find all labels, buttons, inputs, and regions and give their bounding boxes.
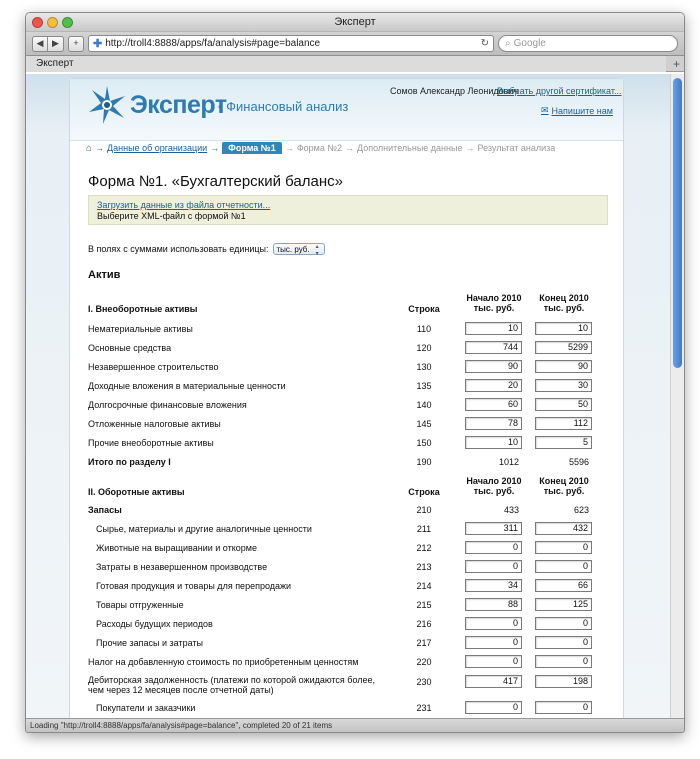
start-value-input[interactable]: 0 [465, 636, 522, 649]
end-total-value: 5596 [568, 457, 589, 467]
forward-arrow-icon: ▶ [52, 38, 59, 48]
start-value-input[interactable]: 0 [465, 560, 522, 573]
table-row [88, 655, 608, 671]
end-value-input[interactable]: 112 [535, 417, 592, 430]
contact-link-label: Напишите нам [551, 105, 613, 116]
row-code: 231 [416, 703, 432, 713]
start-value-input[interactable]: 417 [465, 675, 522, 688]
row-code: 220 [416, 657, 432, 667]
logo-star-icon [86, 84, 128, 126]
column-end-units: тыс. руб. [543, 486, 585, 496]
end-value-input[interactable]: 10 [535, 322, 592, 335]
start-value-input[interactable]: 0 [465, 655, 522, 668]
row-code: 215 [416, 600, 432, 610]
row-label: Нематериальные активы [88, 324, 193, 334]
add-bookmark-button[interactable] [68, 36, 84, 52]
breadcrumb-arrow: → [345, 143, 355, 153]
section2-header [88, 476, 608, 502]
end-value-input[interactable]: 5 [535, 436, 592, 449]
row-code: 211 [416, 524, 432, 534]
column-start-header [459, 293, 529, 313]
row-code: 130 [416, 362, 432, 372]
row-label: Доходные вложения в материальные ценности [88, 381, 286, 391]
envelope-icon: ✉ [541, 105, 549, 115]
row-code: 140 [416, 400, 432, 410]
row-label: Отложенные налоговые активы [88, 419, 221, 429]
reload-icon[interactable]: ↻ [480, 38, 489, 49]
start-value-input[interactable]: 0 [465, 701, 522, 714]
column-end-units: тыс. руб. [543, 303, 585, 313]
table-row [88, 579, 608, 595]
back-arrow-icon: ◀ [36, 38, 44, 48]
section1-header [88, 293, 608, 319]
breadcrumb-step-result: Результат анализа [477, 143, 556, 153]
end-value-input[interactable]: 0 [535, 655, 592, 668]
table-row [88, 417, 608, 433]
site-icon: ✚ [93, 38, 103, 50]
row-label: Итого по разделу I [88, 457, 171, 467]
row-code: 214 [416, 581, 432, 591]
breadcrumb-arrow: → [210, 143, 220, 153]
section2-title: II. Оборотные активы [88, 487, 185, 497]
search-icon: ⌕ [505, 38, 511, 49]
table-row [88, 522, 608, 538]
column-code-header: Строка [408, 487, 440, 497]
column-end-header [529, 476, 599, 496]
row-code: 120 [416, 343, 432, 353]
column-start-title: Начало 2010 [466, 476, 522, 486]
end-value-input[interactable]: 0 [535, 617, 592, 630]
browser-toolbar [26, 32, 684, 56]
units-row [88, 243, 325, 255]
end-value-input[interactable]: 198 [535, 675, 592, 688]
end-total-value: 623 [573, 505, 589, 515]
column-start-title: Начало 2010 [466, 293, 522, 303]
start-value-input[interactable]: 90 [465, 360, 522, 373]
end-value-input[interactable]: 5299 [535, 341, 592, 354]
scrollbar-thumb[interactable] [673, 78, 682, 368]
start-value-input[interactable]: 0 [465, 617, 522, 630]
close-window-button[interactable] [32, 17, 43, 28]
start-value-input[interactable]: 744 [465, 341, 522, 354]
end-value-input[interactable]: 50 [535, 398, 592, 411]
web-content [26, 74, 672, 719]
table-row [88, 379, 608, 395]
contact-link[interactable] [541, 105, 613, 116]
browser-window [25, 12, 685, 733]
vertical-scrollbar[interactable] [670, 74, 684, 719]
start-value-input[interactable]: 78 [465, 417, 522, 430]
row-label: Покупатели и заказчики [96, 703, 196, 713]
table-row [88, 436, 608, 452]
section1-title: I. Внеоборотные активы [88, 304, 198, 314]
breadcrumb [86, 141, 555, 155]
section-heading-assets: Актив [88, 269, 121, 281]
table-row [88, 560, 608, 576]
row-label: Прочие внеоборотные активы [88, 438, 214, 448]
page-title: Форма №1. «Бухгалтерский баланс» [88, 173, 343, 190]
logo-subtitle: • Финансовый анализ [218, 99, 349, 114]
table-row [88, 360, 608, 376]
row-label: Налог на добавленную стоимость по приобретенным ценностям [88, 657, 359, 667]
row-code: 230 [416, 677, 432, 687]
start-value-input[interactable]: 0 [465, 541, 522, 554]
table-row-subtotal [88, 503, 608, 519]
row-label: Расходы будущих периодов [96, 619, 213, 629]
tab-active[interactable] [26, 56, 666, 72]
breadcrumb-step-organization[interactable]: Данные об организации [107, 143, 208, 153]
row-code: 150 [416, 438, 432, 448]
row-code: 135 [416, 381, 432, 391]
plus-icon: + [73, 38, 79, 48]
column-end-title: Конец 2010 [539, 476, 589, 486]
forward-button[interactable] [48, 36, 64, 52]
nav-buttons [32, 36, 64, 52]
column-start-units: тыс. руб. [473, 303, 515, 313]
row-label: Дебиторская задолженность (платежи по которой ожидаются более, чем через 12 месяцев после отчетной даты) [88, 675, 376, 695]
search-field[interactable] [498, 35, 678, 52]
units-select[interactable]: тыс. руб. ▴▾ [273, 243, 325, 255]
table-row [88, 541, 608, 557]
tab-bar [26, 56, 684, 72]
breadcrumb-step-form2: Форма №2 [296, 143, 343, 153]
units-label: В полях с суммами использовать единицы: [88, 244, 269, 254]
zoom-window-button[interactable] [62, 17, 73, 28]
window-controls [32, 17, 73, 28]
start-value-input[interactable]: 60 [465, 398, 522, 411]
row-label: Незавершенное строительство [88, 362, 219, 372]
app-page [69, 78, 624, 719]
status-bar: Loading "http://troll4:8888/apps/fa/analysis#page=balance", completed 20 of 21 items [26, 718, 684, 732]
row-label: Прочие запасы и затраты [96, 638, 203, 648]
change-certificate-link[interactable]: Выбрать другой сертификат... [497, 86, 622, 96]
app-header [70, 79, 623, 141]
search-placeholder: Google [513, 38, 546, 49]
start-total-value: 433 [503, 505, 519, 515]
start-value-input[interactable]: 10 [465, 322, 522, 335]
start-value-input[interactable]: 311 [465, 522, 522, 535]
table-row [88, 598, 608, 614]
row-code: 110 [416, 324, 432, 334]
start-value-input[interactable]: 88 [465, 598, 522, 611]
end-value-input[interactable]: 90 [535, 360, 592, 373]
column-start-units: тыс. руб. [473, 486, 515, 496]
window-title: Эксперт [334, 16, 376, 28]
table-row [88, 636, 608, 652]
breadcrumb-arrow: → [465, 143, 475, 153]
table-row [88, 341, 608, 357]
row-code: 212 [416, 543, 432, 553]
breadcrumb-step-additional: Дополнительные данные [357, 143, 463, 153]
column-start-header [459, 476, 529, 496]
row-label: Запасы [88, 505, 122, 515]
end-value-input[interactable]: 0 [535, 701, 592, 714]
tab-title: Эксперт [36, 58, 74, 69]
end-value-input[interactable]: 0 [535, 560, 592, 573]
logo-name: Эксперт [130, 91, 227, 119]
table-row-total [88, 455, 608, 471]
row-code: 210 [416, 505, 432, 515]
upload-report-link[interactable]: Загрузить данные из файла отчетности... [97, 200, 271, 210]
url-text: http://troll4:8888/apps/fa/analysis#page=balance [105, 38, 321, 49]
row-code: 217 [416, 638, 432, 648]
table-row [88, 675, 608, 699]
table-row [88, 701, 608, 717]
row-label: Затраты в незавершенном производстве [96, 562, 268, 572]
home-icon[interactable]: ⌂ [86, 142, 93, 154]
end-value-input[interactable]: 66 [535, 579, 592, 592]
address-bar[interactable] [88, 35, 494, 52]
row-code: 213 [416, 562, 432, 572]
row-label: Готовая продукция и товары для перепродажи [96, 581, 292, 591]
row-code: 145 [416, 419, 432, 429]
breadcrumb-step-form1[interactable]: Форма №1 [222, 142, 282, 154]
end-value-input[interactable]: 125 [535, 598, 592, 611]
end-value-input[interactable]: 30 [535, 379, 592, 392]
start-value-input[interactable]: 10 [465, 436, 522, 449]
row-label: Сырье, материалы и другие аналогичные ценности [96, 524, 312, 534]
breadcrumb-arrow: → [95, 143, 105, 153]
start-value-input[interactable]: 20 [465, 379, 522, 392]
new-tab-icon[interactable]: + [672, 57, 680, 71]
table-row [88, 398, 608, 414]
title-bar [26, 13, 684, 32]
back-button[interactable] [32, 36, 48, 52]
row-label: Товары отгруженные [96, 600, 184, 610]
start-value-input[interactable]: 34 [465, 579, 522, 592]
column-end-header [529, 293, 599, 313]
minimize-window-button[interactable] [47, 17, 58, 28]
row-label: Основные средства [88, 343, 172, 353]
user-name: Сомов Александр Леонидович [390, 86, 519, 96]
upload-hint: Выберите XML-файл с формой №1 [97, 211, 246, 221]
table-row [88, 617, 608, 633]
breadcrumb-arrow: → [284, 143, 294, 153]
row-code: 216 [416, 619, 432, 629]
column-end-title: Конец 2010 [539, 293, 589, 303]
row-label: Долгосрочные финансовые вложения [88, 400, 247, 410]
row-code: 190 [416, 457, 432, 467]
table-row [88, 322, 608, 338]
upload-panel [88, 195, 608, 225]
column-code-header: Строка [408, 304, 440, 314]
end-value-input[interactable]: 0 [535, 636, 592, 649]
end-value-input[interactable]: 0 [535, 541, 592, 554]
row-label: Животные на выращивании и откорме [96, 543, 257, 553]
start-total-value: 1012 [498, 457, 519, 467]
end-value-input[interactable]: 432 [535, 522, 592, 535]
